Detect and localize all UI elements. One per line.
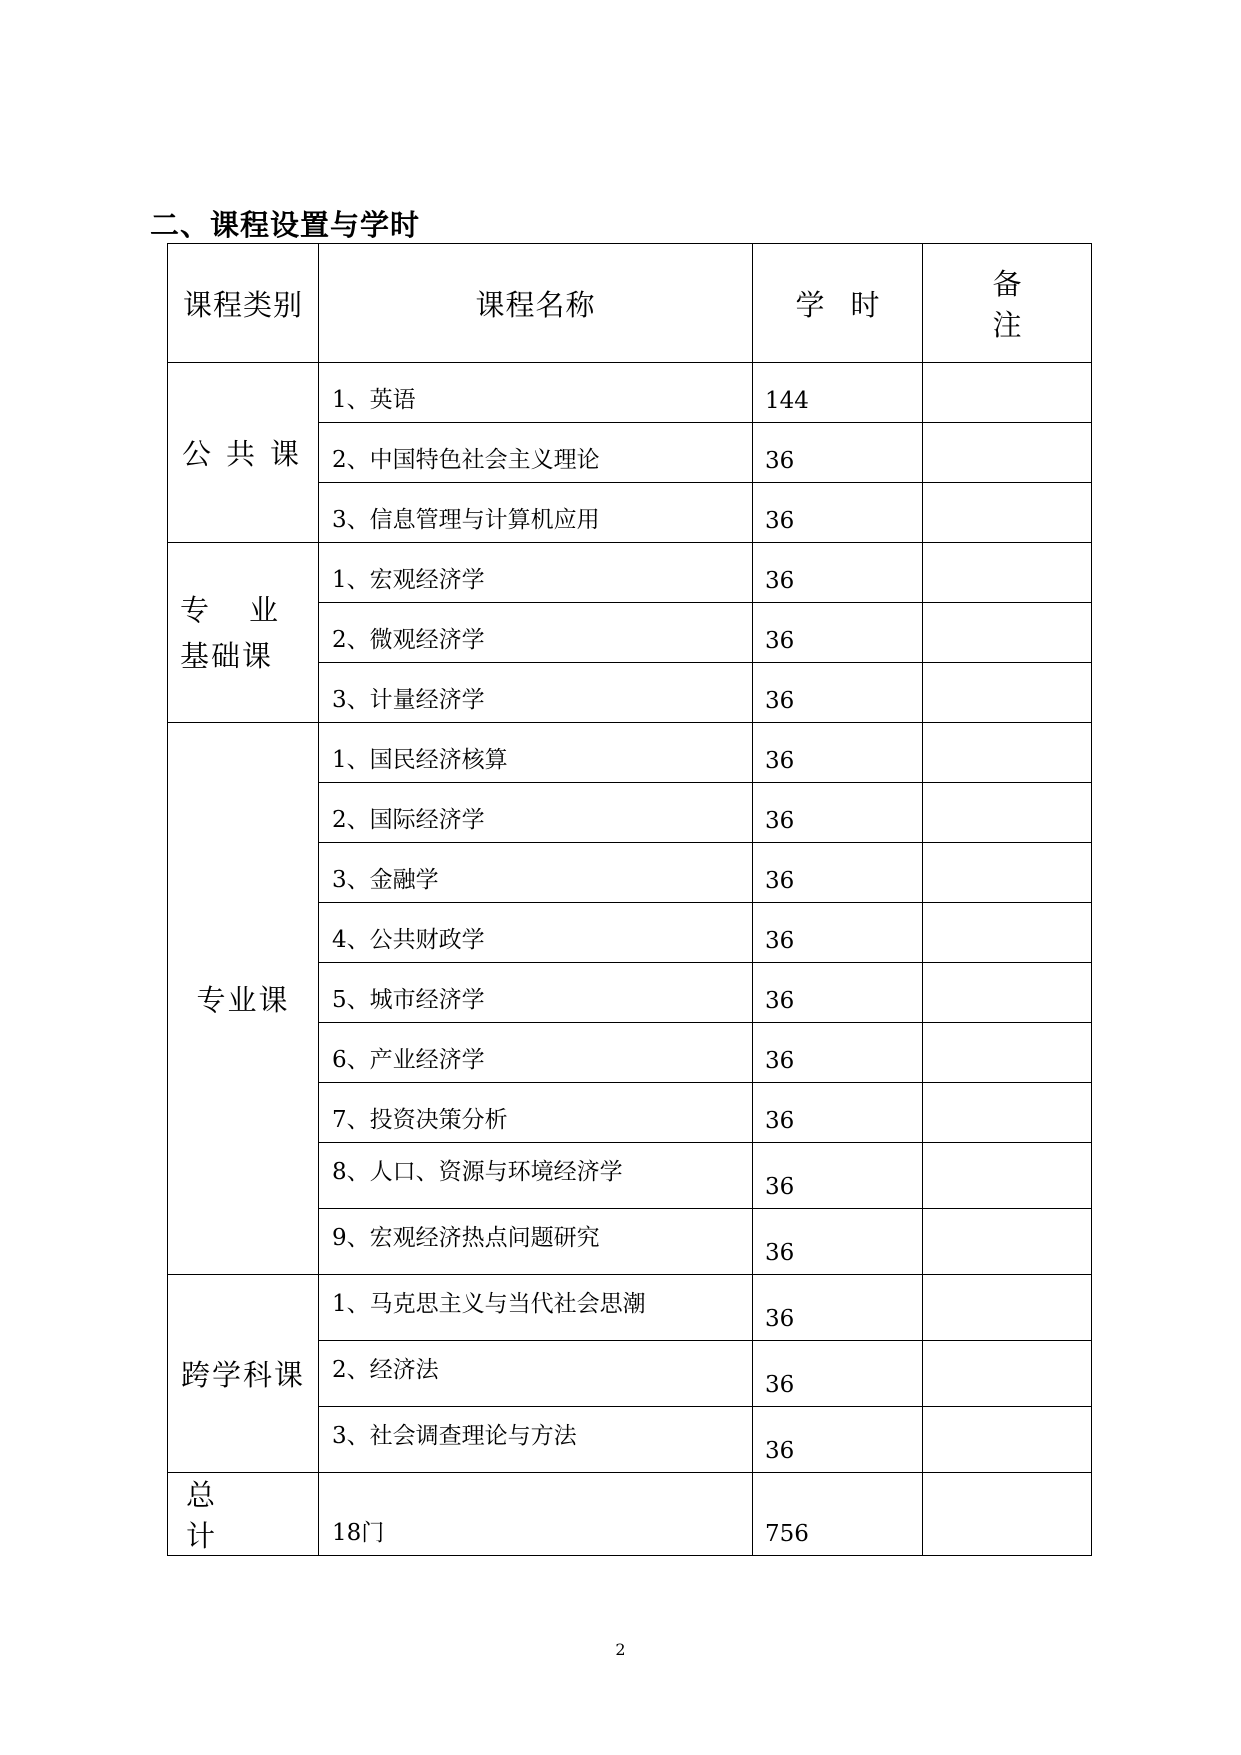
total-hours: 756 — [753, 1473, 923, 1556]
course-table — [167, 243, 1092, 1556]
course-hours: 36 — [753, 783, 923, 843]
total-count: 18门 — [319, 1473, 753, 1556]
course-name: 2、微观经济学 — [319, 603, 753, 663]
course-name: 1、英语 — [319, 363, 753, 423]
course-hours: 36 — [753, 1341, 923, 1407]
table-row — [168, 1275, 1092, 1341]
course-hours: 36 — [753, 963, 923, 1023]
course-name: 1、国民经济核算 — [319, 723, 753, 783]
course-name: 2、中国特色社会主义理论 — [319, 423, 753, 483]
header-category: 课程类别 — [168, 244, 319, 363]
course-name: 7、投资决策分析 — [319, 1083, 753, 1143]
course-note — [923, 903, 1092, 963]
course-note — [923, 783, 1092, 843]
course-name: 2、经济法 — [319, 1341, 753, 1407]
course-note — [923, 1083, 1092, 1143]
course-note — [923, 543, 1092, 603]
header-course-name: 课程名称 — [319, 244, 753, 363]
header-hours: 学时 — [753, 244, 923, 363]
course-hours: 36 — [753, 1083, 923, 1143]
course-name: 9、宏观经济热点问题研究 — [319, 1209, 753, 1275]
course-hours: 36 — [753, 423, 923, 483]
course-note — [923, 1209, 1092, 1275]
course-hours: 36 — [753, 543, 923, 603]
category-cross: 跨学科课 — [168, 1275, 319, 1473]
table-row — [168, 543, 1092, 603]
course-note — [923, 1143, 1092, 1209]
category-basic-line1: 专业 — [180, 592, 319, 627]
course-note — [923, 1341, 1092, 1407]
course-note — [923, 1275, 1092, 1341]
course-hours: 36 — [753, 843, 923, 903]
total-note — [923, 1473, 1092, 1556]
course-name: 5、城市经济学 — [319, 963, 753, 1023]
course-name: 3、计量经济学 — [319, 663, 753, 723]
course-hours: 36 — [753, 903, 923, 963]
course-note — [923, 603, 1092, 663]
course-note — [923, 1407, 1092, 1473]
course-hours: 36 — [753, 1275, 923, 1341]
course-name: 1、宏观经济学 — [319, 543, 753, 603]
course-name: 3、信息管理与计算机应用 — [319, 483, 753, 543]
course-note — [923, 663, 1092, 723]
course-hours: 36 — [753, 663, 923, 723]
course-note — [923, 723, 1092, 783]
page-number: 2 — [615, 1640, 626, 1659]
course-note — [923, 1023, 1092, 1083]
total-label: 总计 — [168, 1473, 319, 1556]
course-note — [923, 363, 1092, 423]
course-name: 3、社会调查理论与方法 — [319, 1407, 753, 1473]
course-name: 8、人口、资源与环境经济学 — [319, 1143, 753, 1209]
course-hours: 36 — [753, 1407, 923, 1473]
course-name: 3、金融学 — [319, 843, 753, 903]
course-hours: 36 — [753, 1023, 923, 1083]
header-notes: 备注 — [923, 244, 1092, 363]
course-note — [923, 843, 1092, 903]
category-public: 公共课 — [168, 363, 319, 543]
total-row — [168, 1473, 1092, 1556]
course-hours: 144 — [753, 363, 923, 423]
table-header-row — [168, 244, 1092, 363]
category-major: 专业课 — [168, 723, 319, 1275]
course-hours: 36 — [753, 1143, 923, 1209]
course-name: 6、产业经济学 — [319, 1023, 753, 1083]
table-row — [168, 723, 1092, 783]
section-title: 二、课程设置与学时 — [150, 208, 421, 242]
course-hours: 36 — [753, 603, 923, 663]
course-name: 1、马克思主义与当代社会思潮 — [319, 1275, 753, 1341]
course-hours: 36 — [753, 723, 923, 783]
course-name: 2、国际经济学 — [319, 783, 753, 843]
course-note — [923, 483, 1092, 543]
category-basic — [168, 543, 319, 723]
course-note — [923, 423, 1092, 483]
course-name: 4、公共财政学 — [319, 903, 753, 963]
course-hours: 36 — [753, 483, 923, 543]
course-hours: 36 — [753, 1209, 923, 1275]
course-note — [923, 963, 1092, 1023]
category-basic-line2: 基础课 — [180, 638, 274, 673]
table-row — [168, 363, 1092, 423]
